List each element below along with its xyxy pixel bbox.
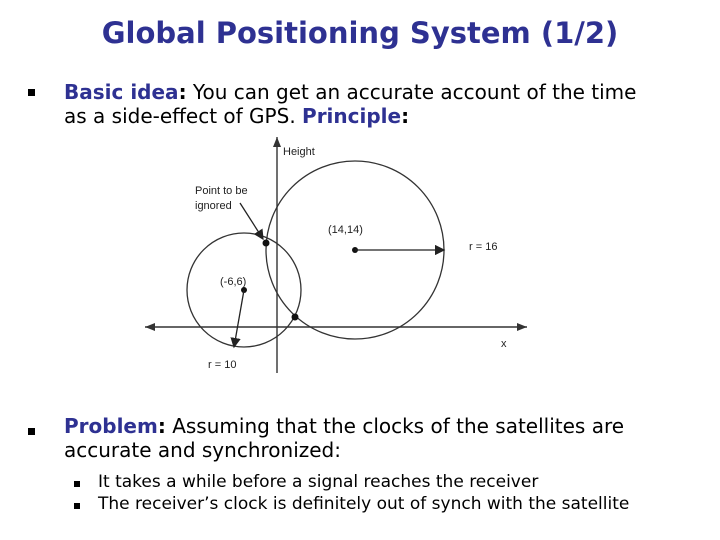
problem-paragraph (64, 414, 704, 462)
sub-bullet-marker (74, 503, 80, 509)
principle-label: Principle (302, 104, 402, 128)
center-large-label: (14,14) (328, 224, 363, 236)
problem-text-line1: Assuming that the clocks of the satellites are (165, 414, 625, 438)
problem-text-line2: accurate and synchronized: (64, 438, 341, 462)
point-label-line2: ignored (195, 200, 232, 212)
basic-idea-text-line1: You can get an accurate account of the time (186, 80, 637, 104)
problem-colon: : (157, 414, 166, 438)
point-label-line1: Point to be (195, 185, 248, 197)
radius-small-label: r = 10 (208, 359, 237, 371)
radius-large-label: r = 16 (469, 241, 498, 253)
principle-colon: : (401, 104, 410, 128)
center-small-label: (-6,6) (220, 276, 247, 288)
radius-line-small (234, 290, 244, 347)
intersection-lower (292, 314, 299, 321)
sub-bullet-item: It takes a while before a signal reaches the receiver (98, 472, 539, 492)
basic-idea-label: Basic idea (64, 80, 179, 104)
intersection-upper (263, 240, 270, 247)
basic-idea-text-line2: as a side-effect of GPS. (64, 104, 303, 128)
height-label: Height (283, 146, 315, 158)
x-axis-arrow-left (145, 323, 155, 331)
basic-idea-colon: : (178, 80, 187, 104)
bullet-marker (28, 428, 35, 435)
sub-bullet-marker (74, 481, 80, 487)
problem-label: Problem (64, 414, 158, 438)
slide-title: Global Positioning System (1/2) (101, 16, 619, 50)
y-axis-arrow (273, 137, 281, 147)
sub-bullet-item: The receiver’s clock is definitely out of synch with the satellite (98, 494, 630, 514)
x-axis-arrow-right (517, 323, 527, 331)
x-label: x (501, 338, 507, 350)
